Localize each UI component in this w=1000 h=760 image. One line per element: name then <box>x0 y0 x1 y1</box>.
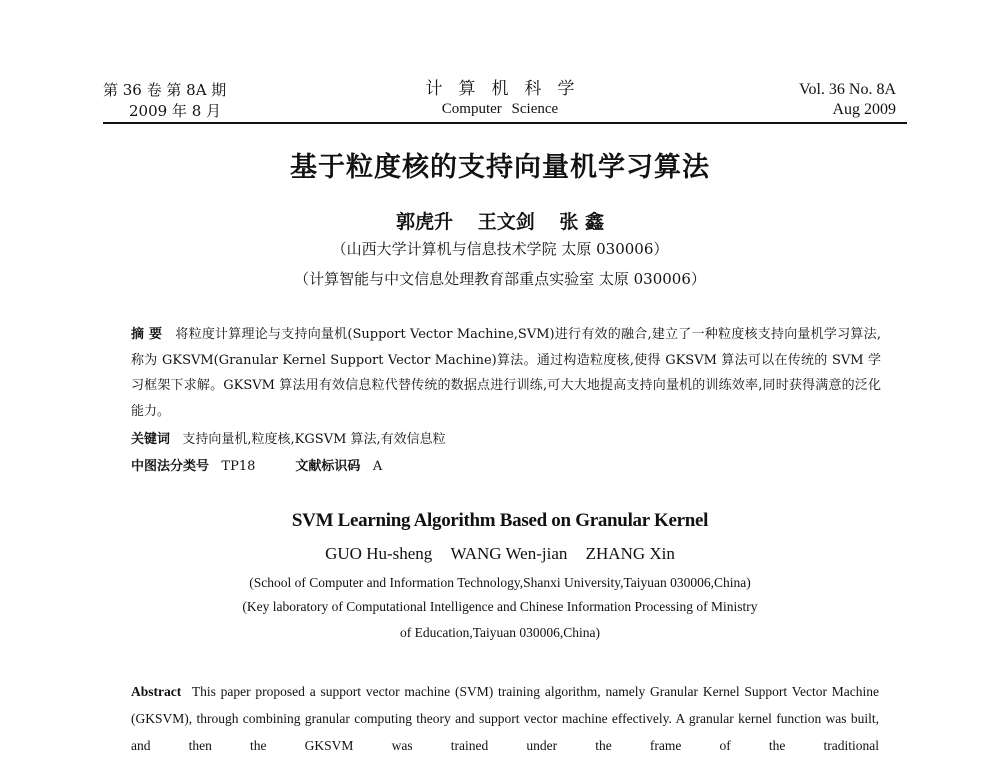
doc-code-label: 文献标识码 <box>295 459 361 474</box>
paper-title-en: SVM Learning Algorithm Based on Granular Kernel <box>291 510 709 531</box>
abstract-cn-label: 摘 要 <box>131 327 163 342</box>
clc-label: 中图法分类号 <box>131 459 210 474</box>
journal-name-cn: 计算机科学 <box>425 79 591 99</box>
date-en: Aug 2009 <box>832 101 896 118</box>
volume-en: Vol. 36 No. 8A <box>798 81 896 98</box>
affiliation-en-1: (School of Computer and Information Technology,Shanxi University,Taiyuan 030006,China) <box>249 575 751 590</box>
clc-value: TP18 <box>221 459 256 474</box>
author-cn: 王文剑 <box>477 211 535 233</box>
header-rule <box>103 122 907 124</box>
abstract-cn <box>131 322 881 424</box>
author-cn: 郭虎升 <box>396 211 454 233</box>
authors-cn <box>0 207 1000 234</box>
keywords-cn <box>131 428 446 447</box>
authors-en <box>0 544 1000 564</box>
classification-line <box>131 455 382 474</box>
keywords-cn-label: 关键词 <box>131 432 171 447</box>
volume-cn: 第 36 卷 第 8A 期 <box>103 81 227 99</box>
author-en: GUO Hu-sheng <box>325 544 433 563</box>
date-cn: 2009 年 8 月 <box>129 102 222 120</box>
author-en: WANG Wen-jian <box>450 544 568 563</box>
abstract-en-text: This paper proposed a support vector machine (SVM) training algorithm, namely Granular Kernel Support Vector Machine (GKSVM), through combining granular computing theory and support vector machine effectively. A granular kernel function was built, and then the GKSVM was trained under the frame of the traditional <box>131 684 879 753</box>
abstract-cn-text: 将粒度计算理论与支持向量机(Support Vector Machine,SVM)进行有效的融合,建立了一种粒度核支持向量机学习算法,称为 GKSVM(Granular Kernel Support Vector Machine)算法。通过构造粒度核,使得 GKSVM 算法可以在传统的 SVM 学习框架下求解。GKSVM 算法用有效信息粒代替传统的数据点进行训练,可大大地提高支持向量机的训练效率,同时获得满意的泛化能力。 <box>131 327 881 419</box>
journal-name-en: Computer Science <box>441 101 559 117</box>
affiliation-en-3: of Education,Taiyuan 030006,China) <box>399 625 600 640</box>
affiliation-cn-1: （山西大学计算机与信息技术学院 太原 030006） <box>331 240 669 258</box>
header-volume-en <box>799 80 896 120</box>
paper-title-cn: 基于粒度核的支持向量机学习算法 <box>290 152 710 183</box>
header-journal <box>350 78 650 119</box>
abstract-en-label: Abstract <box>131 684 182 699</box>
header-volume-info <box>103 80 226 122</box>
author-cn: 张 鑫 <box>559 211 604 233</box>
keywords-cn-text: 支持向量机,粒度核,KGSVM 算法,有效信息粒 <box>182 432 446 447</box>
abstract-en <box>131 678 879 759</box>
doc-code-value: A <box>372 459 383 474</box>
affiliation-en-2: (Key laboratory of Computational Intelligence and Chinese Information Processing of Ministry <box>242 599 758 614</box>
affiliation-cn-2: （计算智能与中文信息处理教育部重点实验室 太原 030006） <box>294 270 706 288</box>
author-en: ZHANG Xin <box>585 544 675 563</box>
